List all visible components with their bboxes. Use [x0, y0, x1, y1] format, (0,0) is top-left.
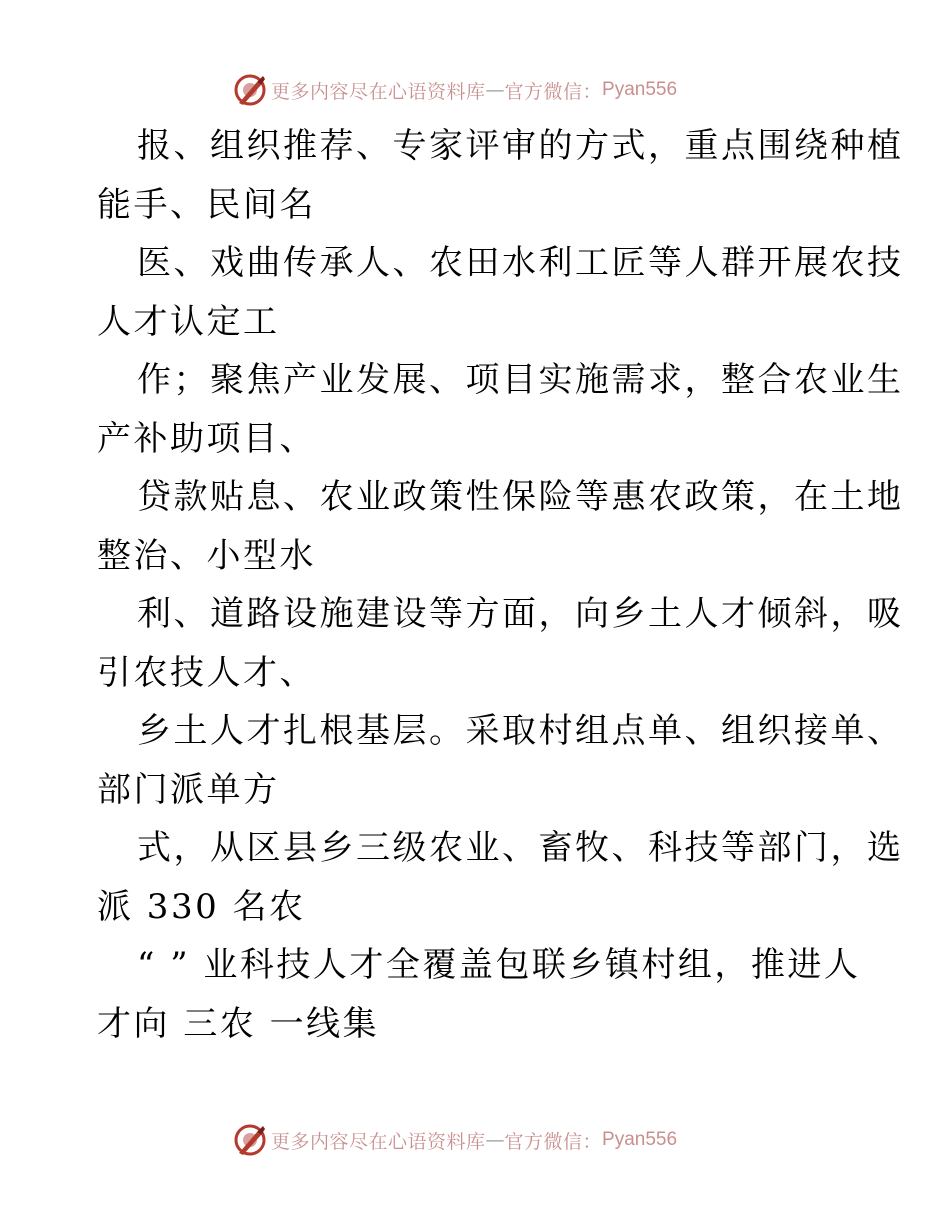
watermark-label: 官方微信： — [504, 80, 603, 103]
watermark-separator: — — [485, 79, 505, 101]
watermark-label: 官方微信： — [504, 1130, 603, 1153]
pen-logo-icon — [233, 1123, 267, 1157]
text-line: 产补助项目、 — [97, 418, 316, 459]
text-line: 才向 三农 一线集 — [97, 1003, 380, 1044]
text-line: 式，从区县乡三级农业、畜牧、科技等部门，选 — [137, 828, 904, 868]
text-line: “ ” 业科技人才全覆盖包联乡镇村组，推进人 — [137, 945, 861, 985]
text-line: 派 330 名农 — [97, 886, 306, 927]
text-line: 作；聚焦产业发展、项目实施需求，整合农业生 — [137, 360, 904, 400]
watermark-header — [233, 72, 677, 108]
text-line: 部门派单方 — [97, 769, 280, 810]
document-body — [97, 117, 904, 1053]
watermark-account: Pyan556 — [602, 79, 678, 100]
text-line: 能手、民间名 — [97, 184, 316, 225]
watermark-separator: — — [485, 1129, 505, 1151]
watermark-text: 更多内容尽在心语资料库 — [271, 80, 486, 103]
text-line: 乡土人才扎根基层。采取村组点单、组织接单、 — [137, 711, 904, 751]
text-line: 人才认定工 — [97, 301, 280, 342]
watermark-text: 更多内容尽在心语资料库 — [271, 1130, 486, 1153]
text-line: 医、戏曲传承人、农田水利工匠等人群开展农技 — [137, 243, 904, 283]
text-line: 引农技人才、 — [97, 652, 316, 693]
text-line: 整治、小型水 — [97, 535, 316, 576]
watermark-footer — [233, 1122, 677, 1158]
pen-logo-icon — [233, 73, 267, 107]
text-line: 贷款贴息、农业政策性保险等惠农政策，在土地 — [137, 477, 904, 517]
text-line: 报、组织推荐、专家评审的方式，重点围绕种植 — [137, 126, 904, 166]
watermark-account: Pyan556 — [602, 1129, 678, 1150]
text-line: 利、道路设施建设等方面，向乡土人才倾斜，吸 — [137, 594, 904, 634]
